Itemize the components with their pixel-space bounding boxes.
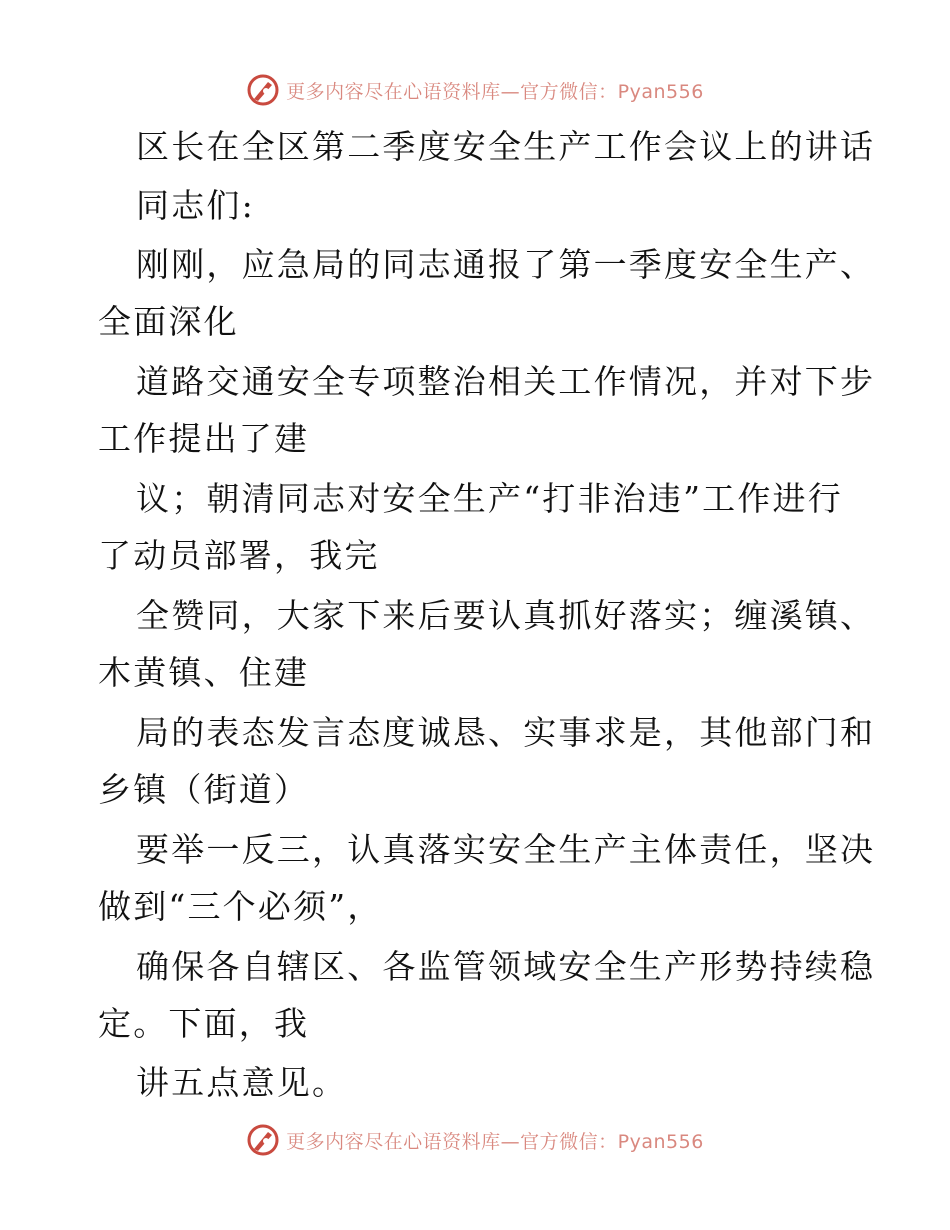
footer-watermark [0,1120,950,1160]
paragraph-line: 局的表态发言态度诚恳、实事求是，其他部门和 [136,713,876,752]
paragraph-line: 定。下面，我 [98,1004,310,1043]
document-title: 区长在全区第二季度安全生产工作会议上的讲话 [136,127,876,166]
paragraph-line: 确保各自辖区、各监管领域安全生产形势持续稳 [136,947,876,986]
watermark-text: 更多内容尽在心语资料库—官方微信：Pyan556 [286,1130,704,1153]
paragraph-line: 全面深化 [98,302,239,341]
paragraph-line: 工作提出了建 [98,419,310,458]
paragraph-line: 了动员部署，我完 [98,536,380,575]
paragraph-line: 全赞同，大家下来后要认真抓好落实；缠溪镇、 [136,596,876,635]
paragraph-line: 要举一反三，认真落实安全生产主体责任，坚决 [136,830,876,869]
watermark-text: 更多内容尽在心语资料库—官方微信：Pyan556 [286,80,704,103]
pen-circle-logo-icon [246,73,280,107]
paragraph-line: 木黄镇、住建 [98,653,310,692]
header-watermark [0,70,950,110]
salutation: 同志们: [136,186,255,225]
pen-circle-logo-icon [246,1123,280,1157]
paragraph-line: 刚刚，应急局的同志通报了第一季度安全生产、 [136,245,876,284]
paragraph-line: 道路交通安全专项整治相关工作情况，并对下步 [136,362,876,401]
paragraph-line: 做到“三个必须”， [98,887,383,926]
paragraph-line: 讲五点意见。 [136,1063,348,1102]
paragraph-line: 乡镇（街道） [98,770,310,809]
paragraph-line: 议；朝清同志对安全生产“打非治违”工作进行 [136,479,843,518]
